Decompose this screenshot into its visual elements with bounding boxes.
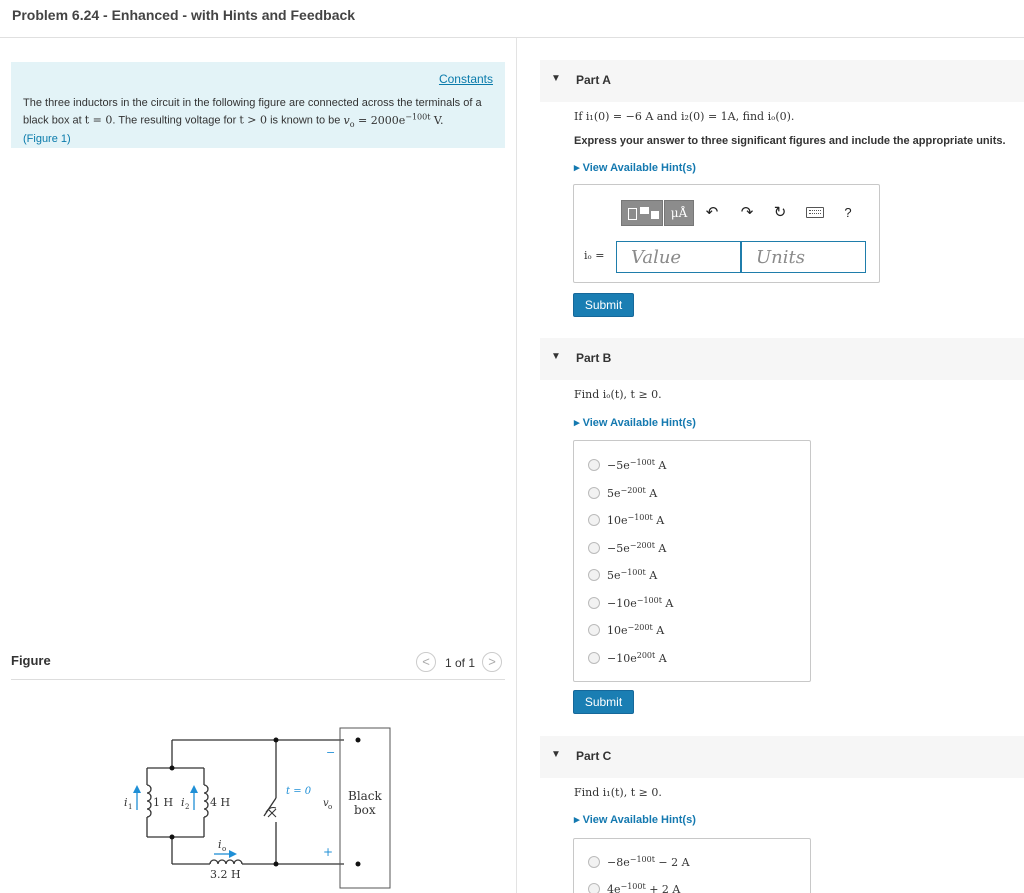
problem-line-1: The three inductors in the circuit in the following figure are connected across the terminals of a bbox=[23, 97, 482, 109]
circuit-diagram bbox=[118, 722, 398, 893]
part-b-submit-button[interactable]: Submit bbox=[573, 690, 634, 714]
problem-line-2: black box at t = 0. The resulting voltage for t > 0 is known to be $v_o = 2000e^{-100t}$ V. bbox=[23, 112, 444, 129]
svg-text:+: + bbox=[323, 845, 334, 859]
radio-button[interactable] bbox=[588, 487, 600, 499]
radio-button[interactable] bbox=[588, 597, 600, 609]
part-c-hint-link[interactable]: ▸ View Available Hint(s) bbox=[574, 814, 696, 826]
radio-button[interactable] bbox=[588, 883, 600, 893]
svg-text:i: i bbox=[218, 838, 222, 851]
templates-button[interactable] bbox=[621, 200, 663, 226]
svg-text:−: − bbox=[326, 746, 336, 759]
radio-button[interactable] bbox=[588, 624, 600, 636]
part-b-label: Part B bbox=[576, 351, 612, 365]
part-c-choices: $-8e^{-100t} - 2$ A $4e^{-100t} + 2$ A bbox=[573, 838, 811, 893]
svg-text:2: 2 bbox=[185, 803, 190, 811]
figure-link[interactable]: (Figure 1) bbox=[23, 132, 71, 145]
svg-text:1: 1 bbox=[128, 803, 133, 811]
radio-button[interactable] bbox=[588, 856, 600, 868]
part-c-question: Find i₁(t), t ≥ 0. bbox=[574, 786, 662, 799]
figure-label: Figure bbox=[11, 653, 51, 668]
problem-statement bbox=[11, 62, 505, 148]
template-box-icon bbox=[651, 211, 659, 219]
units-input[interactable] bbox=[741, 241, 866, 273]
svg-text:3.2 H: 3.2 H bbox=[210, 868, 241, 881]
svg-text:4 H: 4 H bbox=[210, 796, 231, 809]
help-icon[interactable]: ? bbox=[844, 205, 852, 220]
value-input[interactable] bbox=[616, 241, 741, 273]
caret-down-icon: ▼ bbox=[551, 749, 561, 760]
svg-text:i: i bbox=[124, 796, 128, 809]
part-a-submit-button[interactable]: Submit bbox=[573, 293, 634, 317]
answer-input-panel bbox=[573, 184, 880, 283]
part-c-label: Part C bbox=[576, 749, 612, 763]
problem-text bbox=[23, 96, 493, 146]
io-label: iₒ = bbox=[584, 249, 605, 262]
pane-divider bbox=[516, 38, 517, 893]
part-a-label: Part A bbox=[576, 73, 611, 87]
svg-text:t = 0: t = 0 bbox=[286, 786, 312, 797]
part-b-hint-link[interactable]: ▸ View Available Hint(s) bbox=[574, 417, 696, 429]
page-header bbox=[0, 0, 1024, 38]
keyboard-icon[interactable] bbox=[806, 207, 824, 218]
figure-next-button[interactable]: > bbox=[482, 652, 502, 672]
constants-link[interactable]: Constants bbox=[438, 72, 493, 86]
figure-header bbox=[11, 648, 505, 680]
svg-text:o: o bbox=[222, 845, 227, 853]
undo-icon[interactable]: ↶ bbox=[705, 204, 719, 221]
part-b-question: Find iₒ(t), t ≥ 0. bbox=[574, 388, 662, 401]
svg-text:o: o bbox=[328, 803, 333, 811]
template-box-icon bbox=[628, 208, 637, 220]
caret-down-icon: ▼ bbox=[551, 351, 561, 362]
svg-text:v: v bbox=[323, 798, 329, 809]
reset-icon[interactable]: ↻ bbox=[773, 204, 787, 221]
part-c-header[interactable] bbox=[540, 736, 1024, 778]
units-button[interactable]: μÅ bbox=[664, 200, 694, 226]
part-b-choices: $-5e^{-100t}$ A $5e^{-200t}$ A $10e^{-100t}$ A $-5e^{-200t}$ A $5e^{-100t}$ A $-10e^{-100t}$ A $10e^{-200t}$ A $-10e^{200t}$ A bbox=[573, 440, 811, 682]
svg-text:i: i bbox=[181, 796, 185, 809]
figure-pager-text: 1 of 1 bbox=[445, 656, 476, 670]
part-a-header[interactable] bbox=[540, 60, 1024, 102]
radio-button[interactable] bbox=[588, 514, 600, 526]
radio-button[interactable] bbox=[588, 652, 600, 664]
svg-text:1 H: 1 H bbox=[153, 796, 174, 809]
radio-button[interactable] bbox=[588, 459, 600, 471]
page-title: Problem 6.24 - Enhanced - with Hints and Feedback bbox=[12, 7, 356, 23]
part-a-question: If i₁(0) = −6 A and i₂(0) = 1A, find iₒ(0). bbox=[574, 110, 795, 123]
part-b-header[interactable] bbox=[540, 338, 1024, 380]
radio-button[interactable] bbox=[588, 542, 600, 554]
caret-down-icon: ▼ bbox=[551, 73, 561, 84]
part-a-hint-link[interactable]: ▸ View Available Hint(s) bbox=[574, 162, 696, 174]
svg-text:box: box bbox=[354, 803, 376, 817]
svg-text:Black: Black bbox=[348, 789, 382, 803]
part-a-instruction: Express your answer to three significant figures and include the appropriate units. bbox=[574, 135, 1006, 147]
figure-prev-button[interactable]: < bbox=[416, 652, 436, 672]
template-box-icon bbox=[640, 207, 649, 214]
radio-button[interactable] bbox=[588, 569, 600, 581]
redo-icon[interactable]: ↷ bbox=[740, 204, 754, 221]
